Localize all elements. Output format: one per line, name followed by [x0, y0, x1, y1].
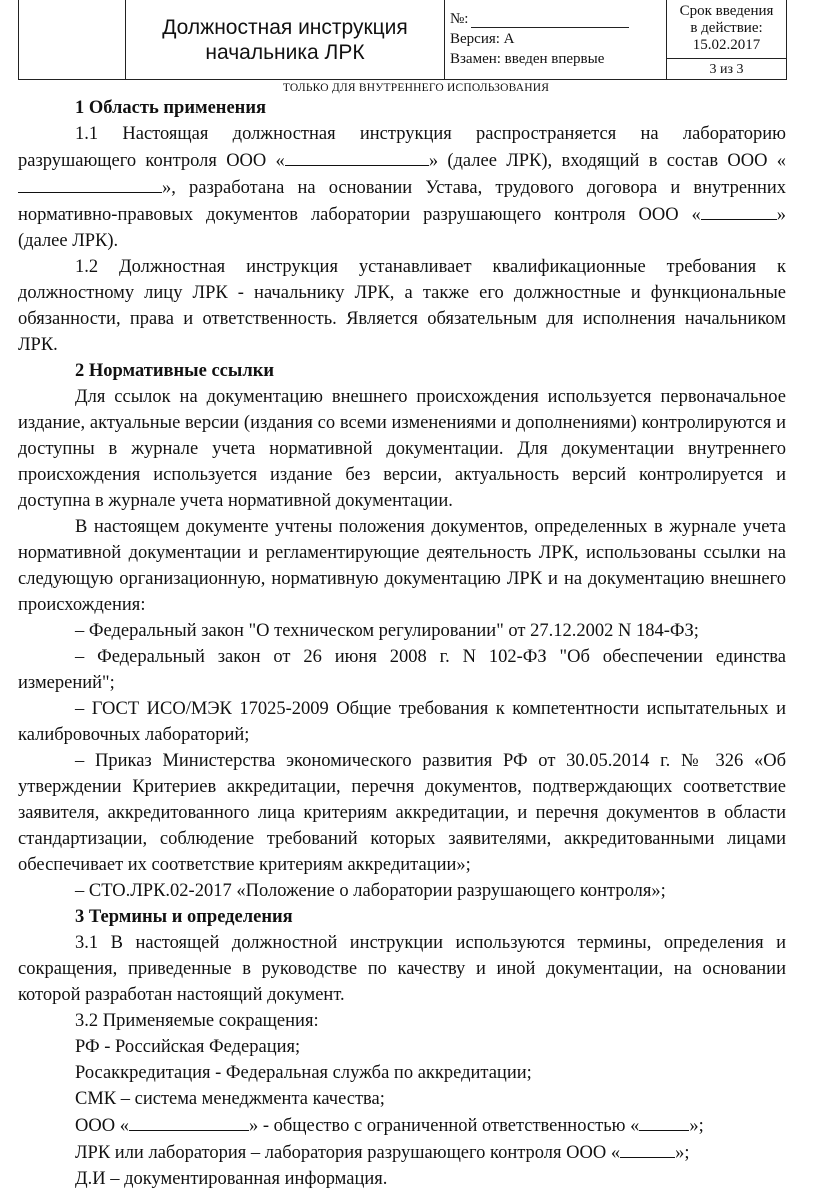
page-number: 3 из 3 — [709, 62, 744, 77]
abbreviation-item: РФ - Российская Федерация; — [75, 1037, 301, 1057]
section-3-1: 3.1 В настоящей должностной инструкции используются термины, определения и сокращения, приведенные в руководстве по качеству и иной документации, на основании которой разработан настоящий документ. — [18, 933, 786, 1005]
title-line-2: начальника ЛРК — [205, 40, 365, 64]
section-1-heading: 1 Область применения — [75, 98, 267, 118]
org-blank — [639, 1112, 689, 1131]
effective-date-block: Срок введения в действие: 15.02.2017 — [667, 0, 786, 59]
document-replaces: Взамен: введен впервые — [450, 51, 605, 67]
section-2-para-2: В настоящем документе учтены положения документов, определенных в журнале учета нормативной документации и регламентирующие деятельность ЛРК, использованы ссылки на следующую организационную, нормативную документацию ЛРК и на документацию внешнего происхождения: — [18, 517, 786, 615]
section-2-para-1: Для ссылок на документацию внешнего происхождения используется первоначальное издание, актуальные версии (издания со всеми изменениями и дополнениями) контролируются и доступны в журнале учета нормативной документации. Для документации внутреннего происхождения используется издание без версии, актуальность версий контролируется и доступна в журнале учета нормативной документации. — [18, 387, 786, 511]
org-blank — [701, 201, 777, 220]
org-blank — [620, 1139, 675, 1158]
org-blank — [285, 147, 429, 166]
internal-use-notice: ТОЛЬКО ДЛЯ ВНУТРЕННЕГО ИСПОЛЬЗОВАНИЯ — [282, 82, 550, 94]
document-version: Версия: А — [450, 31, 515, 47]
document-body — [18, 95, 786, 1192]
abbreviation-item: СМК – система менеджмента качества; — [75, 1089, 385, 1109]
reference-item: – Приказ Министерства экономического развития РФ от 30.05.2014 г. № 326 «Об утверждении Критериев аккредитации, перечня документов, подтверждающих соответствие заявителя, аккредитованного лица критериям аккредитации, и перечня документов в области стандартизации, соблюдение требований которых заявителями, аккредитованными лицами обеспечивает их соответствие критериям аккредитации»; — [18, 751, 786, 875]
document-header-table — [18, 0, 787, 80]
reference-item: – ГОСТ ИСО/МЭК 17025-2009 Общие требования к компетентности испытательных и калибровочных лабораторий; — [18, 699, 786, 745]
logo-cell — [19, 0, 126, 79]
abbreviation-item: ООО « » - общество с ограниченной ответственностью « »; — [18, 1112, 786, 1139]
effective-date: 15.02.2017 — [692, 37, 761, 53]
org-blank — [129, 1112, 249, 1131]
section-1-2: 1.2 Должностная инструкция устанавливает квалификационные требования к должностному лицу ЛРК - начальнику ЛРК, а также его должностные и функциональные обязанности, права и ответственность. Является обязательным для исполнения начальником ЛРК. — [18, 257, 786, 355]
abbreviation-item: Д.И – документированная информация. — [75, 1169, 388, 1189]
reference-item: – Федеральный закон от 26 июня 2008 г. N 102-ФЗ "Об обеспечении единства измерений"; — [18, 647, 786, 693]
section-1-1: 1.1 Настоящая должностная инструкция распространяется на лабораторию разрушающего контроля ООО « » (далее ЛРК), входящий в состав ООО «», разработана на основании Устава, трудового договора и внутренних нормативно-правовых документов лаборатории разрушающего контроля ООО « » (далее ЛРК). — [18, 124, 786, 251]
abbreviation-item: ЛРК или лаборатория – лаборатория разрушающего контроля ООО « »; — [18, 1139, 786, 1166]
section-3-2: 3.2 Применяемые сокращения: — [75, 1011, 319, 1031]
section-3-heading: 3 Термины и определения — [75, 907, 293, 927]
document-meta — [445, 0, 667, 79]
title-line-1: Должностная инструкция — [162, 15, 408, 39]
document-title — [126, 0, 445, 79]
abbreviation-item: Росаккредитация - Федеральная служба по аккредитации; — [75, 1063, 532, 1083]
effective-cell — [667, 0, 786, 79]
document-number: №: — [450, 10, 666, 28]
section-2-heading: 2 Нормативные ссылки — [75, 361, 275, 381]
org-blank — [18, 174, 162, 193]
number-blank — [471, 13, 629, 28]
reference-item: – Федеральный закон "О техническом регулировании" от 27.12.2002 N 184-ФЗ; — [75, 621, 699, 641]
reference-item: – СТО.ЛРК.02-2017 «Положение о лаборатории разрушающего контроля»; — [75, 881, 666, 901]
